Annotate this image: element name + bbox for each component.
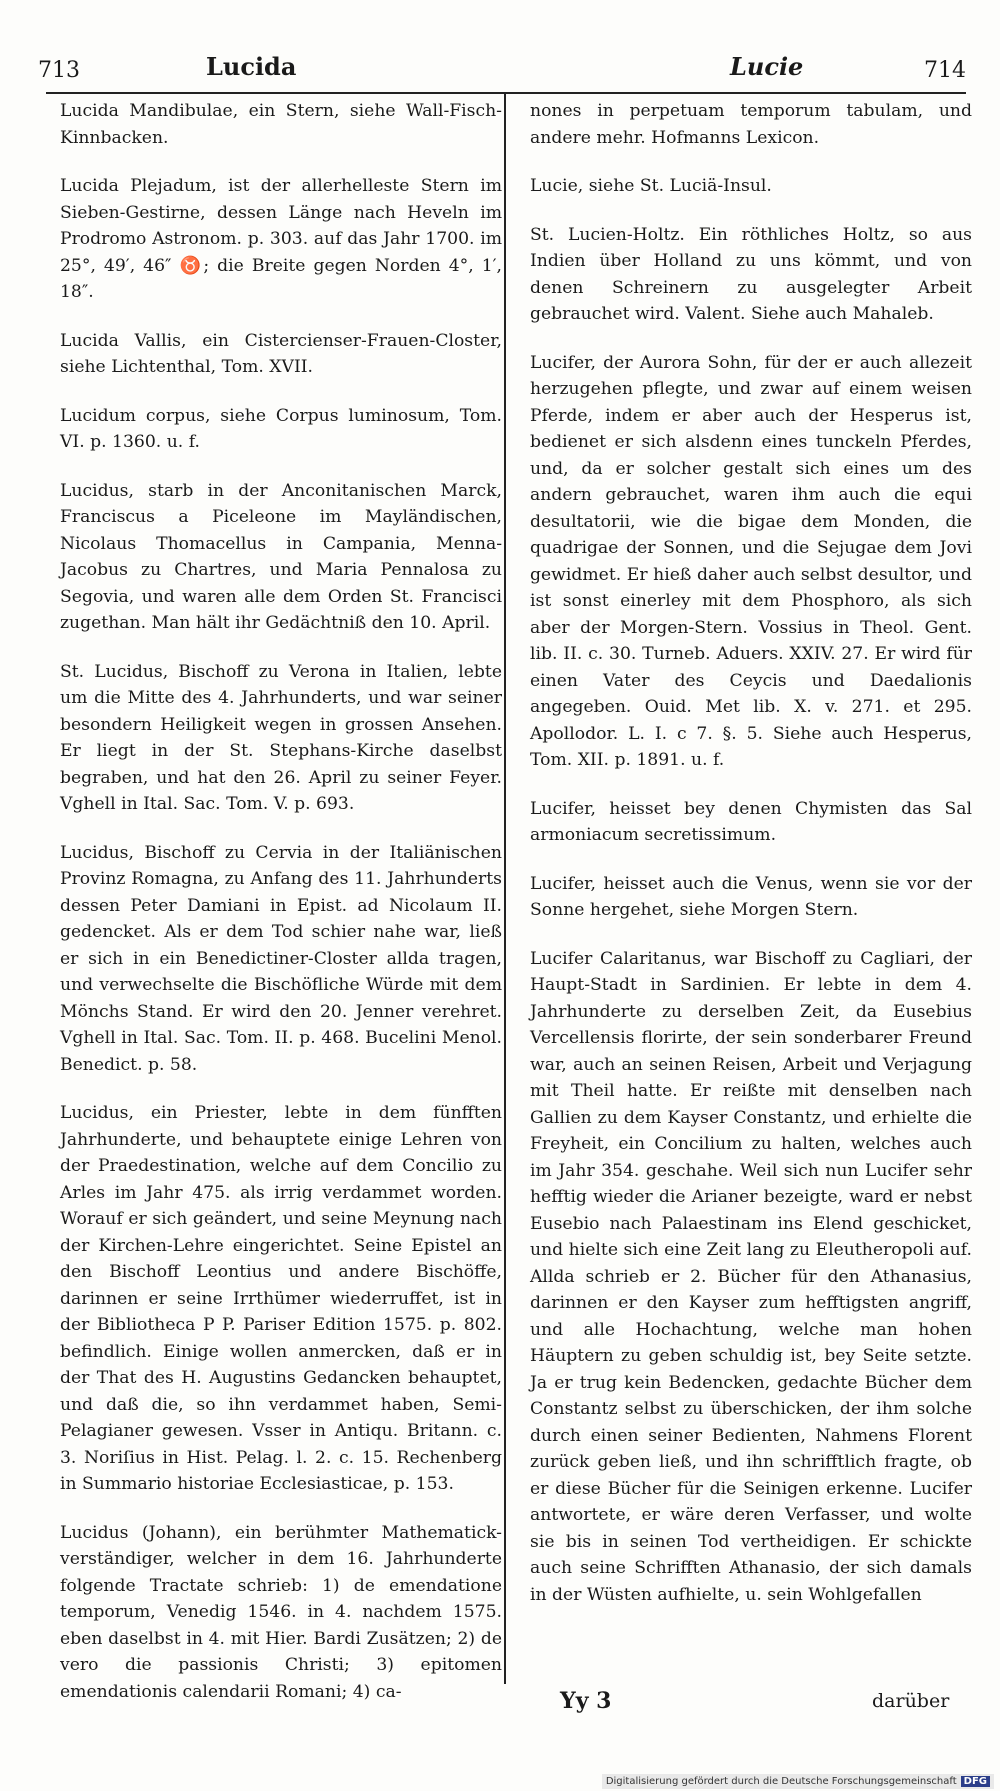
entry-lucida-vallis: Lucida Vallis, ein Cistercienser-Frauen-Closter, siehe Lichtenthal, Tom. XVII.: [60, 330, 502, 377]
entry-lucidus-johann: Lucidus (Johann), ein berühmter Mathematick-verständiger, welcher in dem 16. Jahrhunderte folgende Tractate schrieb: 1) de emendatione temporum, Venedig 1546. in 4. nachdem 1575. eben daselbst in 4. mit Hier. Bardi Zusätzen; 2) de vero die passionis Christi; 3) epitomen emendationis calendarii Romani; 4) ca-: [60, 1522, 502, 1702]
catchword: darüber: [872, 1690, 950, 1712]
credit-text: Digitalisierung gefördert durch die Deutsche Forschungsgemeinschaft: [605, 1776, 957, 1787]
entry-lucifer-chymisten: Lucifer, heisset bey denen Chymisten das Sal armoniacum secretissimum.: [530, 798, 972, 845]
entry-lucifer-aurora: Lucifer, der Aurora Sohn, für der er auch allezeit herzugehen pflegte, und zwar auf einem weisen Pferde, indem er aber auch der Hesperus ist, bedienet er sich alsdenn eines tunckeln Pferdes, und, da er solcher gestalt sich eines um des andern gebrauchet, waren ihm auch die equi desultatorii, wie die bigae dem Monden, die quadrigae der Sonnen, und die Sejugae dem Jovi gewidmet. Er hieß daher auch selbst desultor, und ist sonst einerley mit dem Phosphoro, als sich aber der Morgen-Stern. Vossius in Theol. Gent. lib. II. c. 30. Turneb. Aduers. XXIV. 27. Er wird für einen Vater des Ceycis und Daedalionis angegeben. Ouid. Met lib. X. v. 271. et 295. Apollodor. L. I. c 7. §. 5. Siehe auch Hesperus, Tom. XII. p. 1891. u. f.: [530, 352, 972, 770]
entry-st-lucidus-verona: St. Lucidus, Bischoff zu Verona in Italien, lebte um die Mitte des 4. Jahrhunderts, und war seiner besondern Heiligkeit wegen in grossen Ansehen. Er liegt in der St. Stephans-Kirche daselbst begraben, und hat den 26. April zu seiner Feyer. Vghell in Ital. Sac. Tom. V. p. 693.: [60, 661, 502, 814]
header-rule: [46, 92, 966, 94]
entry-lucida-plejadum: Lucida Plejadum, ist der allerhelleste Stern im Sieben-Gestirne, dessen Länge nach Heveln im Prodromo Astronom. p. 303. auf das Jahr 1700. im 25°, 49′, 46″ ♉; die Breite gegen Norden 4°, 1′, 18″.: [60, 176, 502, 302]
digitization-credit: [602, 1774, 994, 1789]
entry-lucifer-venus: Lucifer, heisset auch die Venus, wenn sie vor der Sonne hergehet, siehe Morgen Stern.: [530, 873, 972, 920]
page-number-left: 713: [38, 58, 80, 83]
entry-continuation: nones in perpetuam temporum tabulam, und andere mehr. Hofmanns Lexicon.: [530, 101, 972, 148]
entry-lucidus-cervia: Lucidus, Bischoff zu Cervia in der Italiänischen Provinz Romagna, zu Anfang des 11. Jahrhunderts dessen Peter Damiani in Epist. ad Nicolaum II. gedencket. Als er dem Tod schier nahe war, ließ er sich in ein Benedictiner-Closter allda tragen, und verwechselte die Bischöfliche Würde mit dem Mönchs Stand. Er wird den 20. Jenner verehret. Vghell in Ital. Sac. Tom. II. p. 468. Bucelini Menol. Benedict. p. 58.: [60, 842, 502, 1075]
entry-lucidus-priester: Lucidus, ein Priester, lebte in dem fünfften Jahrhunderte, und behauptete einige Lehren von der Praedestination, welche auf dem Concilio zu Arles im Jahr 475. als irrig verdammet worden. Worauf er sich geändert, und seine Meynung nach der Kirchen-Lehre eingerichtet. Seine Epistel an den Bischoff Leontius und andere Bischöffe, darinnen er seine Irrthümer wiederruffet, ist in der Bibliotheca P P. Pariser Edition 1575. p. 802. befindlich. Einige wollen anmercken, daß er in der That des H. Augustins Gedancken behauptet, und daß die, so ihn verdammet haben, Semi-Pelagianer gewesen. Vsser in Antiqu. Britann. c. 3. Noriſius in Hist. Pelag. l. 2. c. 15. Rechenberg in Summario historiae Ecclesiasticae, p. 153.: [60, 1103, 502, 1494]
dfg-logo: DFG: [961, 1776, 990, 1787]
entry-lucifer-calaritanus: Lucifer Calaritanus, war Bischoff zu Cagliari, der Haupt-Stadt in Sardinien. Er lebte in dem 4. Jahrhunderte zu derselben Zeit, da Eusebius Vercellensis florirte, der sein sonderbarer Freund war, auch an seinen Reisen, Arbeit und Verjagung mit Theil hatte. Er reißte mit denselben nach Gallien zu dem Kayser Constantz, und erhielte die Freyheit, ein Concilium zu halten, welches auch im Jahr 354. geschahe. Weil sich nun Lucifer sehr hefftig wieder die Arianer bezeigte, ward er nebst Eusebio nach Palaestinam ins Elend geschicket, und hielte sich eine Zeit lang zu Eleutheropoli auf. Allda schrieb er 2. Bücher für den Athanasius, darinnen er den Kayser zum hefftigsten angriff, und alle Hochachtung, welche man hohen Häuptern zu geben schuldig ist, bey Seite setzte. Ja er trug kein Bedencken, gedachte Bücher dem Constantz selbst zu überschicken, der ihm solche durch einen seiner Bedienten, Nahmens Florent zurück geben ließ, und ihn schrifftlich fragte, ob er diese Bücher für die Seinigen erkenne. Lucifer antwortete, er wäre deren Verfasser, und wolte sie bis in seinen Tod vertheidigen. Er schickte auch seine Schrifften Athanasio, der sich damals in der Wüsten aufhielte, u. sein Wohlgefallen: [530, 948, 972, 1605]
entry-lucida-mandibulae: Lucida Mandibulae, ein Stern, siehe Wall-Fisch-Kinnbacken.: [60, 101, 502, 148]
running-head-right: Lucie: [730, 52, 804, 81]
signature-mark: Yy 3: [560, 1688, 612, 1714]
right-column: [530, 98, 972, 1630]
running-head-left: Lucida: [206, 52, 297, 81]
page-header: [38, 52, 966, 92]
left-column: [60, 98, 502, 1727]
column-divider: [504, 94, 506, 1684]
entry-lucie: Lucie, siehe St. Luciä-Insul.: [530, 176, 772, 196]
entry-lucidus-marck: Lucidus, starb in der Anconitanischen Marck, Franciscus a Piceleone im Mayländischen, Nicolaus Thomacellus in Campania, Menna-Jacobus zu Chartres, und Maria Pennalosa zu Segovia, und waren alle dem Orden St. Francisci zugethan. Man hält ihr Gedächtniß den 10. April.: [60, 480, 502, 633]
entry-lucidum-corpus: Lucidum corpus, siehe Corpus luminosum, Tom. VI. p. 1360. u. f.: [60, 405, 502, 452]
entry-st-lucien-holtz: St. Lucien-Holtz. Ein röthliches Holtz, so aus Indien über Holland zu uns kömmt, und von denen Schreinern zu ausgelegter Arbeit gebrauchet wird. Valent. Siehe auch Mahaleb.: [530, 224, 972, 324]
page-number-right: 714: [924, 58, 966, 83]
